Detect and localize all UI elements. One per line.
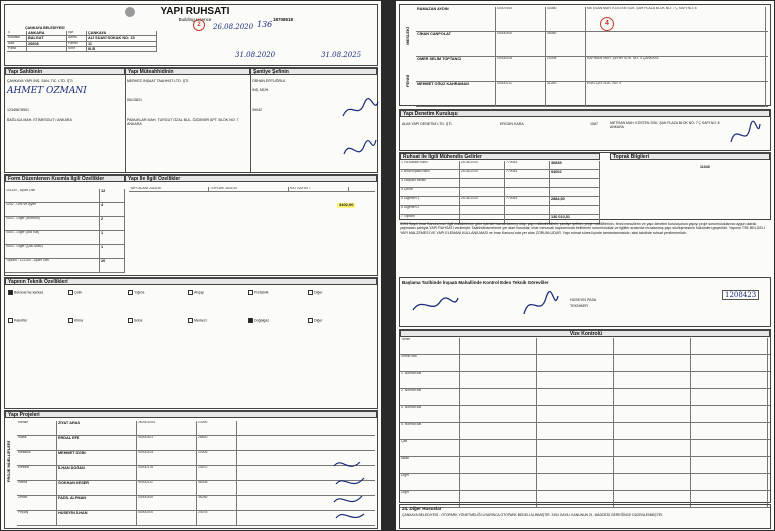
- visa-cell: [691, 457, 768, 473]
- contractor-title: Yapı Müteahhidinin: [125, 68, 250, 75]
- fee-row: [400, 179, 600, 188]
- floor-label: 1202 - Ofis ve İşyeri: [5, 203, 100, 216]
- responsible-name: CİHAN CANPOLAT: [416, 32, 496, 56]
- projects-side-label: PROJE MÜELLİFLERİ: [6, 441, 11, 483]
- fee-no: 770053: [505, 197, 550, 205]
- fee-label: 2 Bina inşaatı harcı: [400, 170, 460, 178]
- project-row: [17, 451, 375, 466]
- project-name: GÖKHAN KESER: [57, 481, 137, 495]
- structure-option: [8, 290, 68, 295]
- responsible-no: 10008: [546, 57, 586, 81]
- visa-cell: [460, 338, 537, 354]
- visa-row: [400, 406, 770, 423]
- visa-label: Diğer: [400, 491, 460, 507]
- project-signatures: [330, 456, 370, 526]
- floor-value: 2: [100, 217, 125, 230]
- responsible-name: ÖMER SELİM TOPTANCI: [416, 57, 496, 81]
- checkbox-icon: [8, 290, 13, 295]
- licence-page-right: [396, 1, 774, 530]
- floor-row: [5, 245, 125, 259]
- fee-no: 770053: [505, 170, 550, 178]
- fee-no: [505, 188, 550, 196]
- heating-option: [248, 318, 308, 323]
- project-role: Elektrik: [17, 466, 57, 480]
- visa-row: [400, 457, 770, 474]
- project-name: MEHMET İZGİN: [57, 451, 137, 465]
- project-reg: 00000301: [137, 436, 197, 450]
- fee-row: [400, 161, 600, 170]
- visa-cell: [691, 474, 768, 490]
- fee-date: [460, 188, 505, 196]
- floor-row: [5, 231, 125, 245]
- structure-option: [68, 290, 128, 295]
- responsible-reg: 00000205: [496, 57, 546, 81]
- floors-title: Form Düzenlenen Kısımla İlgili Özellikler: [5, 175, 125, 182]
- floor-value: 1: [100, 245, 125, 258]
- signature-box: [399, 277, 771, 327]
- site-chief-name: ORHAN ERTUĞRUL: [252, 79, 286, 83]
- audit-manager: ERGÜN KARA: [500, 122, 524, 126]
- signature-title: Başlama Tarihinde İnşaatı Mahallinde Kontrol Eden Teknik Görevliler: [402, 280, 549, 285]
- fee-row: [400, 206, 600, 215]
- fee-date: 25.08.2020: [460, 170, 505, 178]
- floor-label: Toplam : 121100 - Apart Otel: [5, 259, 100, 272]
- audit-company: ALIM YAPI DENETİM LTD. ŞTİ.: [402, 122, 453, 126]
- visa-cell: [460, 474, 537, 490]
- heating-option: [68, 318, 128, 323]
- licence-subtitle: Building Licence: [178, 17, 212, 22]
- visa-label: 3. Normal kat: [400, 406, 460, 422]
- owner-company: ÇANKAYA YAPI İNŞ. SAN. TİC. LTD. ŞTİ.: [7, 79, 74, 83]
- project-name: HÜSEYİN İLHAN: [57, 511, 137, 525]
- fee-row: [400, 188, 600, 197]
- structure-option: [248, 290, 308, 295]
- visa-cell: [460, 355, 537, 371]
- visa-cell: [691, 423, 768, 439]
- floor-row: [5, 259, 125, 273]
- floor-value: 12: [100, 189, 125, 202]
- floor-label: 0003 - Diğer (Ara Kat): [5, 231, 100, 244]
- fee-amount: 94002: [550, 170, 600, 178]
- visa-cell: [614, 355, 691, 371]
- project-no: 23090: [197, 421, 237, 435]
- visa-label: Diğer: [400, 474, 460, 490]
- visa-cell: [537, 406, 614, 422]
- project-no: 24078: [197, 511, 237, 525]
- project-reg: 00000200: [137, 511, 197, 525]
- form-date-handwritten: 26.08.2020: [213, 23, 254, 31]
- box-number-handwritten: 1208423: [722, 290, 759, 300]
- visa-box: [399, 329, 771, 503]
- visa-table: [400, 338, 770, 508]
- project-row: [17, 481, 375, 496]
- site-chief-profession: İNŞ. MÜH.: [252, 88, 270, 92]
- projects-title: Yapı Projeleri: [5, 411, 377, 418]
- visa-label: 4. Normal kat: [400, 423, 460, 439]
- district-name: ÇANKAYA BELEDİYESİ: [25, 26, 65, 30]
- technical-title: Yapının Teknik Özellikleri: [5, 278, 377, 285]
- project-no: 14570: [197, 466, 237, 480]
- project-no: 10005: [197, 451, 237, 465]
- location-grid: İl ANKARA İlçe ÇANKAYA Mahalle BALGAT Adres ALİ SUAVİ SOKAK NO: 15 Ada 26608 Parsel 11 Pafta Sınıf III-B: [7, 31, 157, 52]
- structure-option: [128, 290, 188, 295]
- responsible-addr: ESKİ ÇAY SOK. NO: 9: [586, 82, 766, 106]
- floor-label: 0003 - Diğer (Çatı Arası): [5, 245, 100, 258]
- licence-title: YAPI RUHSATI: [160, 6, 230, 17]
- visa-cell: [460, 457, 537, 473]
- official-name: HÜSEYİN PASA: [570, 298, 597, 302]
- audit-permit: 1087: [590, 122, 598, 126]
- project-no: 36280: [197, 496, 237, 510]
- office-stamp-right: 4: [600, 17, 614, 31]
- visa-cell: [691, 372, 768, 388]
- project-role: Statik: [17, 436, 57, 450]
- option-label: Doğalgaz: [254, 318, 270, 323]
- site-chief-reg: 39042: [252, 108, 262, 112]
- fee-amount: [550, 179, 600, 187]
- header-box: [4, 4, 378, 66]
- option-label: Kalorifer: [14, 318, 28, 323]
- visa-cell: [614, 338, 691, 354]
- responsible-row: [416, 32, 768, 57]
- visa-label: 1. Normal kat: [400, 372, 460, 388]
- owner-tc-no: 12345678901: [7, 108, 29, 112]
- heating-option: [128, 318, 188, 323]
- licence-page-left: [1, 1, 381, 530]
- project-role: Peyzaj: [17, 511, 57, 525]
- fees-table: [400, 161, 600, 224]
- side-label-mesleki: MESLEKİ: [405, 27, 410, 45]
- floor-value: 4: [100, 203, 125, 216]
- visa-cell: [460, 440, 537, 456]
- responsible-name: RAMAZAN AYDIN: [416, 7, 496, 31]
- floor-value: 1: [100, 231, 125, 244]
- notes-text: ÇANKAYA BELEDİYESİ - OTOPARK YÖNETMELİĞİ UYARINCA OTOPARK BEDELİ ALINMIŞTIR. 3194 SAYILI KANUNUN 21. MADDESİ GEREĞİNCE DÜZENLENMİŞTİR.: [402, 513, 663, 517]
- project-row: [17, 496, 375, 511]
- contractor-company: MERKEZ İNŞAAT TAAHHÜT LTD. ŞTİ.: [127, 79, 190, 83]
- owner-address: BAĞLICA MAH. ETİMESGUT / ANKARA: [7, 118, 72, 122]
- site-chief-signature-2: [342, 136, 378, 162]
- visa-row: [400, 355, 770, 372]
- option-label: Yığma: [134, 290, 145, 295]
- project-reg: 00000311: [137, 481, 197, 495]
- project-reg: 00000176: [137, 466, 197, 480]
- visa-cell: [614, 389, 691, 405]
- fee-date: [460, 179, 505, 187]
- project-no: 36008: [197, 481, 237, 495]
- fees-title: Ruhsat ile İlgili Mühendis Gelirler: [400, 153, 600, 160]
- visa-row: [400, 474, 770, 491]
- option-label: Merkezi: [194, 318, 207, 323]
- visa-row: [400, 372, 770, 389]
- fee-no: [505, 206, 550, 214]
- responsible-reg: 00000211: [496, 82, 546, 106]
- fee-date: [460, 206, 505, 214]
- project-reg: 00000204: [137, 451, 197, 465]
- site-chief-signature: [340, 96, 380, 122]
- fee-label: 6 Diğerleri 2: [400, 206, 460, 214]
- fee-no: [505, 179, 550, 187]
- serial-number: 18708518: [273, 17, 294, 22]
- owner-block: [5, 68, 126, 172]
- project-row: [17, 511, 375, 526]
- visa-cell: [460, 423, 537, 439]
- notes-title: 24. Diğer Hususlar: [402, 506, 442, 511]
- fee-amount: 30835: [550, 161, 600, 169]
- fee-label: 1 Yol katılım harcı: [400, 161, 460, 169]
- projects-box: [4, 410, 378, 529]
- visa-cell: [691, 389, 768, 405]
- coat-of-arms-icon: [125, 7, 135, 17]
- visa-cell: [460, 372, 537, 388]
- law-text: 3194 Sayılı İmar Kanunu'nun ilgili maddelerine göre işlenleri tamamlanmış olup, yapı müteahhidinin, şantiye şefinin, proje müelliflerinin, fenni mesullerin ve yapı denetim kuruluşunun yapıyı proje sorumluluklarına uygun olarak yapmaları şartıyla YAPI RUHSATI verilmiştir. Taahhütnamelerde yer alan hususlar, imar mevzuatı kapsamında belirlenen sorumluluklar ve ilgililer arasında imzalanmış yapı sözleşmesinin hükümleri geçerlidir. Yapının TSE BELGELİ YAPI MALZEMESİ VE YAPI ELEMANI KULLANILMASI ve İmar Kanunu'nda yer alan ZORUNLUDUR. Yapı ruhsat süresi içinde tamamlanmalıdır; aksi takdirde ruhsat yenilenmelidir.: [400, 222, 765, 235]
- fee-date: 25.08.2020: [460, 197, 505, 205]
- floor-row: [5, 203, 125, 217]
- audit-title: Yapı Denetim Kuruluşu: [400, 110, 770, 117]
- floor-label: 0003 - Diğer (Bodrum): [5, 217, 100, 230]
- project-role: Mimari: [17, 421, 57, 435]
- notes-box: [399, 504, 771, 529]
- checkbox-icon: [8, 318, 13, 323]
- office-stamp: 2: [193, 19, 205, 31]
- responsible-addr: KAPIMAN MAH. ŞEHİR SOK. NO: 4 ÇANKAYA: [586, 57, 766, 81]
- fee-date: 25.08.2020: [460, 161, 505, 169]
- fee-label: 5 Diğerleri 1: [400, 197, 460, 205]
- option-label: Klima: [74, 318, 83, 323]
- checkbox-icon: [248, 290, 253, 295]
- visa-cell: [691, 338, 768, 354]
- responsible-reg: 00007500: [496, 7, 546, 31]
- visa-label: Temel: [400, 338, 460, 354]
- project-role: Mekanik: [17, 451, 57, 465]
- official-role: TEKNİKER: [570, 304, 588, 308]
- project-role: Harita: [17, 481, 57, 495]
- floor-row: [5, 189, 125, 203]
- project-row: [17, 436, 375, 451]
- visa-cell: [614, 440, 691, 456]
- checkbox-icon: [188, 318, 193, 323]
- floors-table: [5, 189, 125, 273]
- responsible-name: MEHMET OĞUZ KAHRAMAN: [416, 82, 496, 106]
- project-name: FADİL ALPMAN: [57, 496, 137, 510]
- responsibles-table: [416, 7, 768, 107]
- form-no-handwritten: 136: [257, 20, 273, 29]
- visa-title: Vize Kontrolü: [400, 330, 770, 337]
- responsible-reg: 00000300: [496, 32, 546, 56]
- audit-box: [399, 109, 771, 151]
- site-chief-title: Şantiye Şefinin: [250, 68, 377, 75]
- fee-row: [400, 170, 600, 179]
- highlighted-total: 3402,00: [339, 202, 354, 207]
- responsible-no: 31040: [546, 82, 586, 106]
- fee-amount: [550, 188, 600, 196]
- project-name: ERDAL EFE: [57, 436, 137, 450]
- project-name: ZİYAT ARAS: [57, 421, 137, 435]
- responsible-addr: [586, 32, 766, 56]
- site-chief-block: [250, 68, 377, 172]
- fee-amount: 130 010,51: [550, 215, 600, 223]
- visa-cell: [537, 457, 614, 473]
- option-label: Betonarme karkas: [14, 290, 44, 295]
- heating-options: [8, 318, 374, 323]
- project-reg: 260301004: [137, 421, 197, 435]
- fee-amount: [550, 206, 600, 214]
- owner-contractor-box: [4, 67, 378, 173]
- checkbox-icon: [68, 290, 73, 295]
- visa-cell: [691, 440, 768, 456]
- owner-name-handwritten: AHMET OZMANI: [7, 86, 87, 96]
- responsibles-box: [399, 4, 771, 106]
- project-row: [17, 421, 375, 436]
- checkbox-icon: [308, 290, 313, 295]
- official-signature-1: [410, 292, 460, 316]
- issue-date-handwritten: 31.08.2020: [235, 51, 276, 59]
- land-value: 11040: [700, 165, 710, 169]
- responsible-no: 40080: [546, 7, 586, 31]
- visa-cell: [537, 338, 614, 354]
- project-role: Zemin: [17, 496, 57, 510]
- visa-row: [400, 423, 770, 440]
- option-label: Çelik: [74, 290, 82, 295]
- owner-title: Yapı Sahibinin: [5, 68, 125, 75]
- visa-cell: [691, 355, 768, 371]
- technical-box: [4, 277, 378, 409]
- heating-option: [8, 318, 68, 323]
- visa-row: [400, 440, 770, 457]
- floor-label: 101100 - Apart Otel: [5, 189, 100, 202]
- visa-cell: [691, 406, 768, 422]
- official-signature-2: [520, 290, 560, 320]
- contractor-block: [125, 68, 251, 172]
- visa-cell: [537, 372, 614, 388]
- checkbox-icon: [128, 290, 133, 295]
- structure-options: [8, 290, 374, 295]
- project-row: [17, 466, 375, 481]
- visa-cell: [460, 406, 537, 422]
- fee-label: 4 Çevre: [400, 188, 460, 196]
- visa-cell: [537, 440, 614, 456]
- fee-no: 770053: [505, 161, 550, 169]
- visa-label: Zemin katı: [400, 355, 460, 371]
- fee-label: 7 Toplam: [400, 215, 460, 223]
- floors-totals: YAPI ALANI 2418,50 TOPLAM 3402,00 KAT SAYISI 7: [129, 187, 375, 192]
- checkbox-icon: [188, 290, 193, 295]
- responsible-row: [416, 57, 768, 82]
- visa-cell: [614, 423, 691, 439]
- visa-cell: [537, 389, 614, 405]
- visa-row: [400, 389, 770, 406]
- structure-option: [188, 290, 248, 295]
- visa-label: 2. Normal kat: [400, 389, 460, 405]
- floors-subtitle: Yapı İle İlgili Özellikler: [125, 175, 377, 182]
- visa-cell: [614, 372, 691, 388]
- option-label: Prefabrik: [254, 290, 269, 295]
- fee-row: [400, 197, 600, 206]
- floor-value: 20: [100, 259, 125, 272]
- fee-amount: 2884,50: [550, 197, 600, 205]
- option-label: Soba: [134, 318, 143, 323]
- checkbox-icon: [128, 318, 133, 323]
- audit-signature: [728, 120, 762, 148]
- visa-cell: [614, 474, 691, 490]
- responsible-no: 48080: [546, 32, 586, 56]
- structure-option: [308, 290, 368, 295]
- expiry-date-handwritten: 31.08.2025: [321, 51, 362, 59]
- project-reg: 00000300: [137, 496, 197, 510]
- audit-address: METİSAN MAH. KÖSTEN SOK. ŞAH PLAZA BLOK NO: 7 Ç KAPI NO: 8 ANKARA: [610, 121, 720, 129]
- visa-cell: [537, 423, 614, 439]
- visa-cell: [537, 474, 614, 490]
- responsible-addr: METİSAN MAH. KÖSTEN SOK. ŞAH PLAZA BLOK NO: 7 Ç KAPI NO: 8: [586, 7, 766, 31]
- land-title: Toprak Bilgileri: [610, 153, 770, 160]
- floor-row: [5, 217, 125, 231]
- option-label: Diğer: [314, 318, 323, 323]
- visa-cell: [614, 406, 691, 422]
- project-name: İLHAN DOĞAN: [57, 466, 137, 480]
- responsible-row: [416, 7, 768, 32]
- heating-option: [308, 318, 368, 323]
- fees-box: [399, 152, 771, 220]
- checkbox-icon: [68, 318, 73, 323]
- projects-table: [17, 421, 375, 526]
- fee-label: 3 Otopark bedeli: [400, 179, 460, 187]
- visa-label: İskan: [400, 457, 460, 473]
- checkbox-icon: [248, 318, 253, 323]
- floors-box: [4, 174, 378, 276]
- option-label: Diğer: [314, 290, 323, 295]
- visa-cell: [614, 457, 691, 473]
- side-label-fenni: FENNİ: [405, 75, 410, 87]
- responsible-row: [416, 82, 768, 107]
- visa-label: Çatı: [400, 440, 460, 456]
- contractor-address: PAMUKLAR MAH. TURGUT ÖZAL BUL. ÖZDEMİR APT. BLOK NO: 7 ANKARA: [127, 118, 239, 127]
- project-no: 28620: [197, 436, 237, 450]
- heating-option: [188, 318, 248, 323]
- option-label: Ahşap: [194, 290, 205, 295]
- visa-cell: [537, 355, 614, 371]
- contractor-license: 06/13821: [127, 98, 142, 102]
- visa-row: [400, 338, 770, 355]
- checkbox-icon: [308, 318, 313, 323]
- visa-cell: [460, 389, 537, 405]
